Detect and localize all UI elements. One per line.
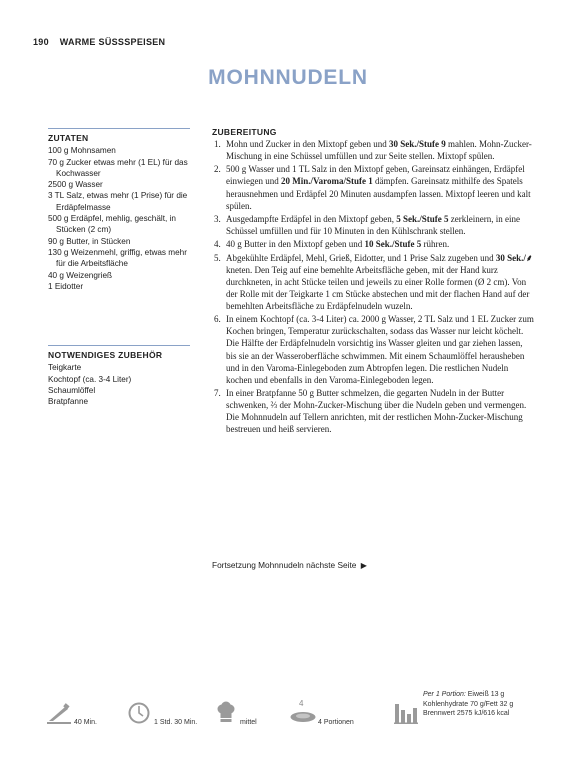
step-number: 7.: [214, 388, 221, 398]
ingredient-item: 130 g Weizenmehl, griffig, etwas mehr für die Arbeitsfläche: [48, 247, 187, 269]
ingredient-item: 90 g Butter, in Stücken: [48, 236, 131, 246]
clock-icon: [128, 702, 150, 726]
chef-hat-icon: [216, 701, 236, 725]
step-number: 2.: [214, 164, 221, 175]
step-number: 1.: [214, 139, 221, 149]
equipment-item: Schaumlöffel: [48, 385, 96, 395]
nutrition-heading: Per 1 Portion:: [423, 691, 466, 698]
ingredients-box: [48, 128, 190, 292]
recipe-meta-footer: [0, 690, 576, 740]
equipment-item: Bratpfanne: [48, 397, 89, 407]
equipment-item: Kochtopf (ca. 3-4 Liter): [48, 374, 132, 384]
preparation-step: [212, 252, 534, 312]
preparation-step: [212, 138, 534, 162]
step-number: 5.: [214, 252, 221, 263]
step-setting: 10 Sek./Stufe 5: [364, 239, 422, 250]
step-setting: 5 Sek./Stufe 5: [396, 213, 449, 224]
continuation-link[interactable]: [212, 560, 367, 570]
ingredient-item: 500 g Erdäpfel, mehlig, geschält, in Stücken (2 cm): [48, 214, 176, 235]
equipment-list: [48, 362, 190, 407]
ingredient-item: 70 g Zucker etwas mehr (1 EL) für das Kochwasser: [48, 157, 188, 178]
equipment-heading: NOTWENDIGES ZUBEHÖR: [48, 350, 163, 360]
preparation-step: [212, 163, 534, 211]
step-setting: 20 Min./Varoma/Stufe 1: [280, 176, 373, 187]
portions-badge: 4: [299, 699, 304, 708]
difficulty: mittel: [240, 719, 257, 726]
step-number: 3.: [214, 213, 221, 224]
preparation-section: [212, 127, 534, 437]
equipment-box: [48, 345, 190, 407]
preparation-step: [212, 313, 534, 386]
step-text: rühren.: [421, 239, 450, 250]
ingredient-item: 3 TL Salz, etwas mehr (1 Prise) für die Erdäpfelmasse: [48, 191, 188, 212]
step-text: 40 g Butter in den Mixtopf geben und: [226, 239, 365, 250]
preparation-step: [212, 213, 534, 237]
step-text: mahlen. Mohn-Zucker-Mischung in eine Schüssel umfüllen und zur Seite stellen. Mixtopf spülen.: [226, 139, 532, 162]
step-number: 4.: [214, 239, 221, 250]
step-text: Abgekühlte Erdäpfel, Mehl, Grieß, Eidotter, und 1 Prise Salz zugeben und: [226, 252, 496, 263]
step-text: In einer Bratpfanne 50 g Butter schmelzen, die gegarten Nudeln in der Butter schwenken, ⅔ der Mohn-Zucker-Mischung über die Nudeln geben und vermengen. Die Mohnnudeln auf Tellern anrichten, mit der restlichen Mohn-Zucker-Mischung bestreuen und heiß servieren.: [226, 388, 527, 435]
nutrition-line-2: Kohlenhydrate 70 g/Fett 32 g: [423, 700, 514, 708]
ingredient-item: 2500 g Wasser: [48, 180, 103, 190]
step-text: dämpfen. Gareinsatz mithilfe des Spatels herausnehmen und Erdäpfel 20 Minuten ausdampfen lassen. Mixtopf leeren und kalt spülen.: [226, 176, 531, 211]
step-text: In einem Kochtopf (ca. 3-4 Liter) ca. 2000 g Wasser, 2 TL Salz und 1 EL Zucker zum Kochen bringen, Temperatur zurückschalten, sodass das Wasser nur leicht köchelt. Die Hälfte der Erdäpfelnudeln vorsichtig ins Wasser gleiten und gar ziehen lassen, bis sie an der Wasseroberfläche schwimmen. Mit einem Schaumlöffel herausheben und in den Varoma-Einlegeboden zum Abtropfen legen. Die restlichen Nudeln kochen und ebenfalls in den Varoma-Einlegeboden legen.: [226, 314, 534, 385]
ingredient-item: 100 g Mohnsamen: [48, 146, 116, 156]
step-text: kneten. Den Teig auf eine bemehlte Arbeitsfläche geben, mit der Hand kurz durchkneten, in acht Stücke teilen und jeweils zu einer Rolle formen (Ø 2 cm). Von der Rolle mit der Teigkarte 1 cm Stücke abstechen und mit der flachen Hand auf der bemehlten Arbeitsfläche zu Erdäpfelnudeln wuzeln.: [226, 264, 530, 311]
nutrition-line-3: Brennwert 2575 kJ/616 kcal: [423, 710, 510, 717]
ingredients-divider: [48, 128, 190, 129]
ingredients-heading: ZUTATEN: [48, 133, 89, 143]
step-setting: ⸙: [525, 252, 533, 263]
continuation-text: Fortsetzung Mohnnudeln nächste Seite: [212, 560, 357, 570]
step-setting: 30 Sek./Stufe 9: [388, 139, 446, 149]
step-text: 500 g Wasser und 1 TL Salz in den Mixtopf geben, Gareinsatz einhängen, Erdäpfel einwiegen und: [226, 164, 525, 187]
section-title: WARME SÜSSSPEISEN: [59, 37, 166, 47]
ingredient-item: 40 g Weizengrieß: [48, 270, 113, 280]
prep-time: 40 Min.: [74, 719, 97, 726]
equipment-item: Teigkarte: [48, 363, 82, 373]
nutrition-info: [423, 690, 513, 719]
step-number: 6.: [214, 314, 221, 325]
recipe-title: MOHNNUDELN: [208, 66, 368, 89]
ingredient-item: 1 Eidotter: [48, 281, 84, 291]
plate-icon: [290, 711, 316, 725]
total-time: 1 Std. 30 Min.: [154, 719, 198, 726]
equipment-divider: [48, 345, 190, 346]
step-text: Ausgedampfte Erdäpfel in den Mixtopf geben,: [226, 213, 397, 224]
knife-board-icon: [46, 702, 72, 726]
ingredients-list: [48, 145, 190, 292]
step-setting: 30 Sek./: [495, 252, 526, 263]
page-number: 190: [33, 37, 49, 47]
nutrition-protein: Eiweiß 13 g: [465, 691, 505, 698]
step-text: Mohn und Zucker in den Mixtopf geben und: [226, 139, 389, 149]
portions: 4 Portionen: [318, 719, 354, 726]
preparation-step: [212, 238, 534, 250]
preparation-steps: [212, 138, 534, 435]
play-arrow-icon: ▶: [360, 561, 367, 570]
step-text: zerkleinern, in eine Schüssel umfüllen und für 10 Minuten in den Kühlschrank stellen.: [226, 213, 520, 237]
preparation-step: [212, 387, 534, 435]
page-header: [33, 37, 165, 47]
preparation-heading: ZUBEREITUNG: [212, 127, 277, 137]
bar-chart-icon: [394, 702, 418, 726]
nutrition-line-1: [423, 690, 513, 700]
